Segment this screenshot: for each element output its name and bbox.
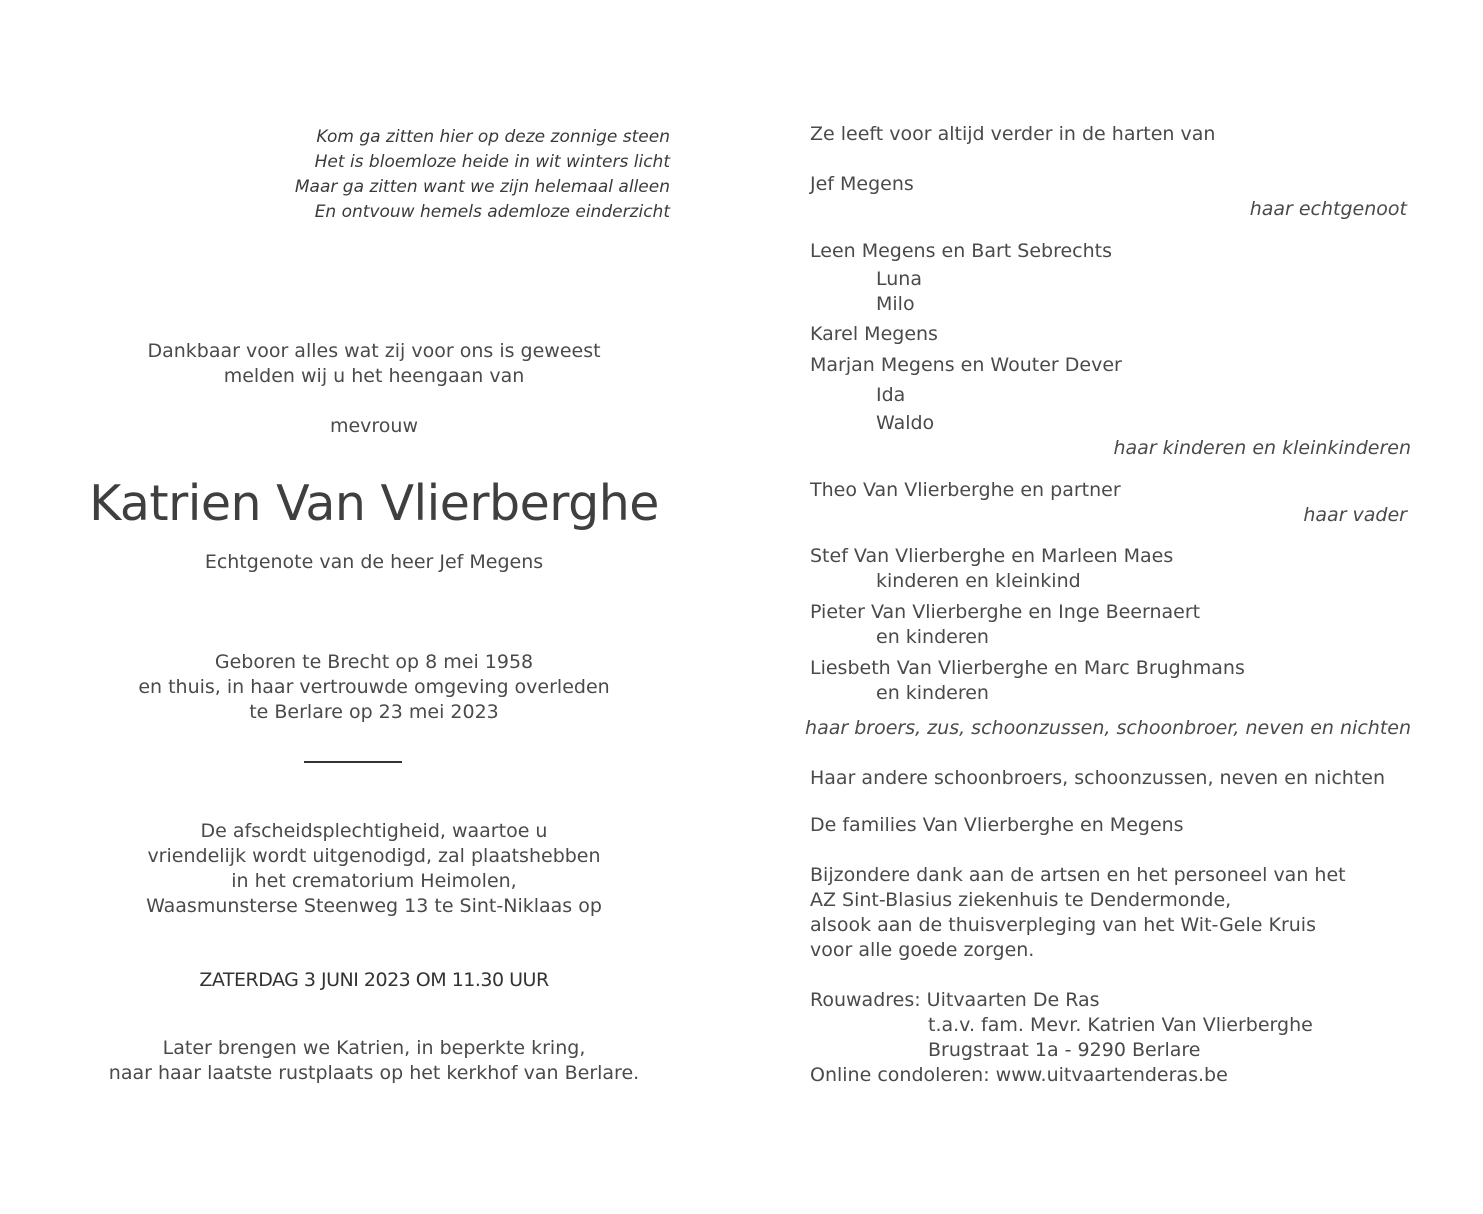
other-relatives: Haar andere schoonbroers, schoonzussen, neven en nichten xyxy=(810,767,1386,789)
family-heading: Ze leeft voor altijd verder in de harten van xyxy=(810,123,1216,145)
birth-death-line: Geboren te Brecht op 8 mei 1958 xyxy=(214,651,534,673)
burial-line: naar haar laatste rustplaats op het kerkhof van Berlare. xyxy=(108,1062,640,1084)
child-name: Leen Megens en Bart Sebrechts xyxy=(810,240,1113,262)
sibling-family: kinderen en kleinkind xyxy=(876,570,1081,592)
burial-text xyxy=(80,1036,668,1086)
address-label: Rouwadres: Uitvaarten De Ras xyxy=(810,989,1100,1011)
online-condolences: Online condoleren: www.uitvaartenderas.be xyxy=(810,1064,1228,1086)
ceremony-line: vriendelijk wordt uitgenodigd, zal plaatshebben xyxy=(147,845,601,867)
thanks-line: alsook aan de thuisverpleging van het Wit-Gele Kruis xyxy=(810,914,1316,936)
ceremony-line: in het crematorium Heimolen, xyxy=(231,870,517,892)
birth-death-text xyxy=(100,650,648,725)
husband-role: haar echtgenoot xyxy=(1249,198,1407,220)
grandchild-name: Ida xyxy=(876,384,906,406)
spouse-line: Echtgenote van de heer Jef Megens xyxy=(204,551,544,573)
siblings-role: haar broers, zus, schoonzussen, schoonbroer, neven en nichten xyxy=(805,717,1411,739)
intro-line: Dankbaar voor alles wat zij voor ons is geweest xyxy=(147,340,601,362)
sibling-family: en kinderen xyxy=(876,626,989,648)
sibling-family: en kinderen xyxy=(876,682,989,704)
grandchild-name: Waldo xyxy=(876,412,935,434)
grandchild-name: Luna xyxy=(876,268,922,290)
sibling-name: Pieter Van Vlierberghe en Inge Beernaert xyxy=(810,601,1201,623)
divider-line xyxy=(304,761,402,763)
husband-name: Jef Megens xyxy=(810,173,914,195)
burial-line: Later brengen we Katrien, in beperkte kring, xyxy=(162,1037,586,1059)
thanks-line: AZ Sint-Blasius ziekenhuis te Dendermonde, xyxy=(810,889,1232,911)
thanks-line: Bijzondere dank aan de artsen en het personeel van het xyxy=(810,864,1346,886)
poem-line: En ontvouw hemels ademloze einderzicht xyxy=(314,202,670,222)
father-name: Theo Van Vlierberghe en partner xyxy=(810,479,1121,501)
ceremony-date: ZATERDAG 3 JUNI 2023 OM 11.30 UUR xyxy=(199,969,549,991)
thanks-line: voor alle goede zorgen. xyxy=(810,939,1035,961)
birth-death-line: en thuis, in haar vertrouwde omgeving overleden xyxy=(138,676,610,698)
child-name: Marjan Megens en Wouter Dever xyxy=(810,354,1122,376)
children-role: haar kinderen en kleinkinderen xyxy=(1113,437,1411,459)
grandchild-name: Milo xyxy=(876,293,915,315)
ceremony-line: Waasmunsterse Steenweg 13 te Sint-Niklaas op xyxy=(146,895,602,917)
thanks-text xyxy=(810,863,1346,963)
ceremony-line: De afscheidsplechtigheid, waartoe u xyxy=(200,820,548,842)
sibling-name: Liesbeth Van Vlierberghe en Marc Brughmans xyxy=(810,657,1245,679)
father-role: haar vader xyxy=(1303,504,1407,526)
sibling-name: Stef Van Vlierberghe en Marleen Maes xyxy=(810,545,1174,567)
intro-text xyxy=(100,339,648,389)
birth-death-line: te Berlare op 23 mei 2023 xyxy=(249,701,499,723)
poem-line: Maar ga zitten want we zijn helemaal alleen xyxy=(294,177,670,197)
child-name: Karel Megens xyxy=(810,323,938,345)
poem xyxy=(150,125,670,225)
poem-line: Kom ga zitten hier op deze zonnige steen xyxy=(316,127,670,147)
poem-line: Het is bloemloze heide in wit winters licht xyxy=(314,152,670,172)
families: De families Van Vlierberghe en Megens xyxy=(810,814,1184,836)
address-line: Brugstraat 1a - 9290 Berlare xyxy=(928,1039,1201,1061)
intro-line: melden wij u het heengaan van xyxy=(223,365,525,387)
salutation: mevrouw xyxy=(329,415,419,437)
ceremony-text xyxy=(100,819,648,919)
deceased-name: Katrien Van Vlierberghe xyxy=(89,475,659,532)
address-line: t.a.v. fam. Mevr. Katrien Van Vlierberghe xyxy=(928,1014,1313,1036)
